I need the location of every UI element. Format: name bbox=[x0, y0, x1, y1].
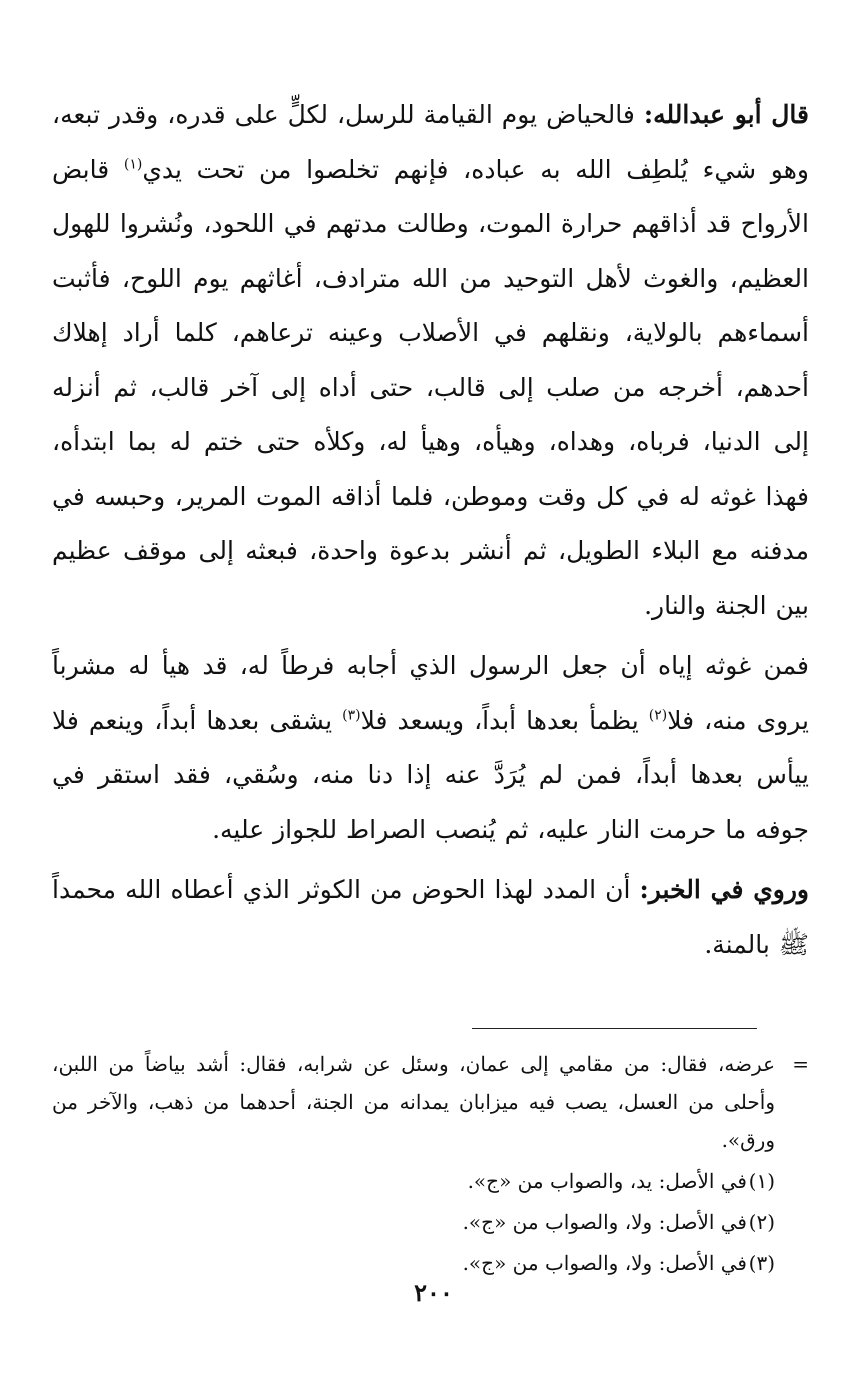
footnote-ref-3: (٣) bbox=[342, 707, 361, 724]
paragraph-text: أن المدد لهذا الحوض من الكوثر الذي أعطاه الله محمداً ﷺ بالمنة. bbox=[52, 875, 809, 959]
footnote-number: (٣) bbox=[748, 1251, 775, 1275]
paragraph-text: فالحياض يوم القيامة للرسل، لكلٍّ على قدره، وقدر تبعه، وهو شيء يُلطِف الله به عباده، فإنهم تخلصوا من تحت يدي bbox=[52, 100, 809, 184]
footnotes bbox=[52, 1045, 809, 1282]
footnote-ref-2: (٢) bbox=[648, 707, 668, 724]
footnote-ref-1: (١) bbox=[123, 156, 143, 173]
footnote-separator bbox=[472, 1028, 757, 1029]
footnote-item bbox=[52, 1162, 809, 1200]
paragraph-3 bbox=[52, 863, 809, 972]
footnote-item bbox=[52, 1203, 809, 1241]
footnote-text: في الأصل: يد، والصواب من «ج». bbox=[467, 1169, 747, 1193]
continuation-text: عرضه، فقال: من مقامي إلى عمان، وسئل عن شرابه، فقال: أشد بياضاً من اللبن، وأحلى من العسل، يصب فيه ميزابان يمدانه من الجنة، أحدهما من ذهب، والآخر من ورق». bbox=[52, 1052, 775, 1152]
footnote-text: في الأصل: ولا، والصواب من «ج». bbox=[462, 1210, 747, 1234]
paragraph-text: يشقى بعدها أبداً، وينعم فلا ييأس بعدها أبداً، فمن لم يُرَدَّ عنه إذا دنا منه، وسُقي، فقد استقر في جوفه ما حرمت النار عليه، ثم يُنصب الصراط للجواز عليه. bbox=[52, 705, 809, 844]
footnote-text: في الأصل: ولا، والصواب من «ج». bbox=[462, 1251, 747, 1275]
paragraph-2 bbox=[52, 639, 809, 857]
continuation-marker: = bbox=[792, 1052, 809, 1076]
paragraph-lead: وروي في الخبر: bbox=[639, 875, 810, 904]
page-number: ٢٠٠ bbox=[414, 1278, 453, 1307]
paragraph-1 bbox=[52, 88, 809, 633]
footnote-item bbox=[52, 1244, 809, 1282]
paragraph-text: قابض الأرواح قد أذاقهم حرارة الموت، وطالت مدتهم في اللحود، ونُشروا للهول العظيم، والغوث لأهل التوحيد من الله مترادف، أغاثهم يوم اللوح، فأثبت أسماءهم بالولاية، ونقلهم في الأصلاب وعينه ترعاهم، كلما أراد إهلاك أحدهم، أخرجه من صلب إلى قالب، حتى أداه إلى آخر قالب، ثم أنزله إلى الدنيا، فرباه، وهداه، وهيأه، وهيأ له، وكلأه حتى ختم له بما ابتدأه، فهذا غوثه له في كل وقت وموطن، فلما أذاقه الموت المرير، وحبسه في مدفنه مع البلاء الطويل، ثم أنشر بدعوة واحدة، فبعثه إلى موقف عظيم بين الجنة والنار. bbox=[52, 154, 809, 620]
footnote-number: (١) bbox=[748, 1169, 775, 1193]
paragraph-text: فمن غوثه إياه أن جعل الرسول الذي أجابه فرطاً له، قد هيأ له مشرباً يروى منه، فلا bbox=[52, 651, 810, 735]
paragraph-lead: قال أبو عبدالله: bbox=[643, 100, 810, 129]
paragraph-text: يظمأ بعدها أبداً، ويسعد فلا bbox=[360, 705, 649, 735]
footnote-number: (٢) bbox=[748, 1210, 775, 1234]
footnote-continuation bbox=[52, 1045, 809, 1159]
